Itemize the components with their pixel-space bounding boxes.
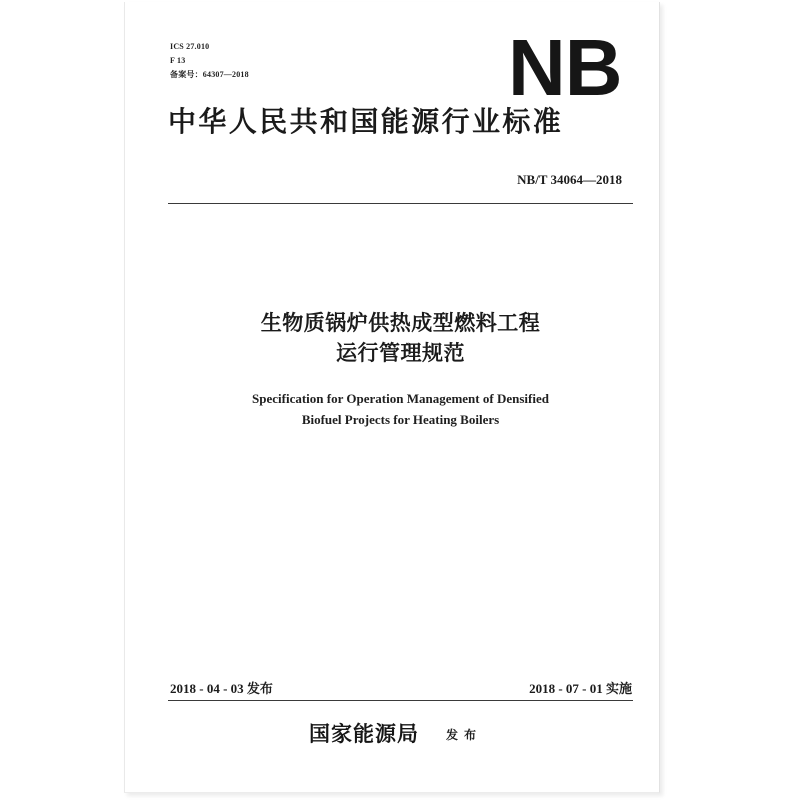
ccs-code: F 13 (170, 56, 186, 65)
standard-number: NB/T 34064—2018 (517, 172, 622, 187)
english-title-line-2: Biofuel Projects for Heating Boilers (301, 412, 500, 427)
issue-label: 发布 (446, 728, 483, 742)
record-number: 备案号：64307—2018 (170, 70, 249, 79)
chinese-title-line-1: 生物质锅炉供热成型燃料工程 (260, 311, 541, 335)
top-divider (168, 203, 633, 204)
chinese-title-line-2: 运行管理规范 (336, 341, 465, 365)
nb-logo: NB (508, 23, 622, 112)
ics-code: ICS 27.010 (170, 42, 210, 51)
issuing-authority: 国家能源局 (309, 722, 419, 746)
english-title-line-1: Specification for Operation Management of Densified (252, 391, 549, 406)
implementation-date: 2018 - 07 - 01 实施 (529, 681, 632, 696)
issue-date: 2018 - 04 - 03 发布 (170, 681, 273, 696)
standard-category-title: 中华人民共和国能源行业标准 (168, 105, 564, 138)
bottom-divider (168, 700, 633, 701)
